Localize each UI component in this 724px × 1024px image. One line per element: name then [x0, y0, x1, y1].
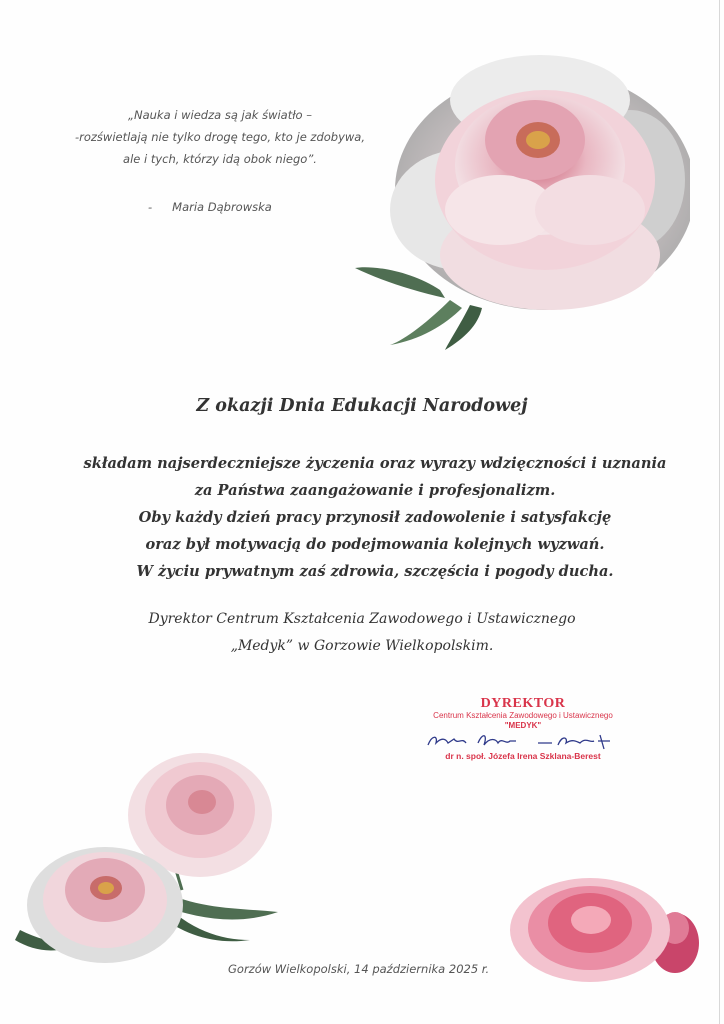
stamp-signatory-name: dr n. społ. Józefa Irena Szklana-Berest — [445, 751, 601, 761]
quote-author-dash: - — [148, 200, 153, 214]
sender-block — [0, 606, 724, 660]
peony-bottom-right-illustration — [505, 868, 705, 988]
peony-large-illustration — [350, 40, 690, 360]
quote-block — [60, 104, 380, 170]
wishes-line: oraz był motywacją do podejmowania kolejnych wyzwań. — [145, 536, 605, 553]
peony-bottom-left-illustration — [10, 740, 290, 980]
stamp-school-name: "MEDYK" — [504, 721, 542, 730]
place-and-date: Gorzów Wielkopolski, 14 października 2025 r. — [228, 962, 490, 976]
director-stamp — [418, 697, 628, 762]
quote-author-name: Maria Dąbrowska — [172, 200, 272, 214]
signature-stroke — [418, 731, 628, 751]
wishes-text — [40, 450, 710, 585]
stamp-title: DYREKTOR — [480, 696, 566, 711]
wishes-line: za Państwa zaangażowanie i profesjonalizm. — [194, 482, 556, 499]
sender-line: Dyrektor Centrum Kształcenia Zawodowego i Ustawicznego — [148, 611, 576, 627]
sender-line: „Medyk” w Gorzowie Wielkopolskim. — [230, 638, 494, 654]
quote-line: ale i tych, którzy idą obok niego”. — [123, 152, 317, 166]
card-heading: Z okazji Dnia Edukacji Narodowej — [196, 396, 528, 416]
quote-line: -rozświetlają nie tylko drogę tego, kto je zdobywa, — [74, 130, 366, 144]
wishes-line: W życiu prywatnym zaś zdrowia, szczęścia i pogody ducha. — [136, 563, 614, 580]
quote-line: „Nauka i wiedza są jak światło – — [128, 108, 312, 122]
wishes-line: składam najserdeczniejsze życzenia oraz wyrazy wdzięczności i uznania — [83, 455, 667, 472]
handwritten-signature — [418, 731, 628, 751]
scan-edge-line — [719, 0, 720, 1024]
stamp-institution: Centrum Kształcenia Zawodowego i Ustawicznego — [433, 711, 613, 720]
wishes-line: Oby każdy dzień pracy przynosił zadowolenie i satysfakcję — [138, 509, 612, 526]
quote-author — [148, 200, 272, 214]
